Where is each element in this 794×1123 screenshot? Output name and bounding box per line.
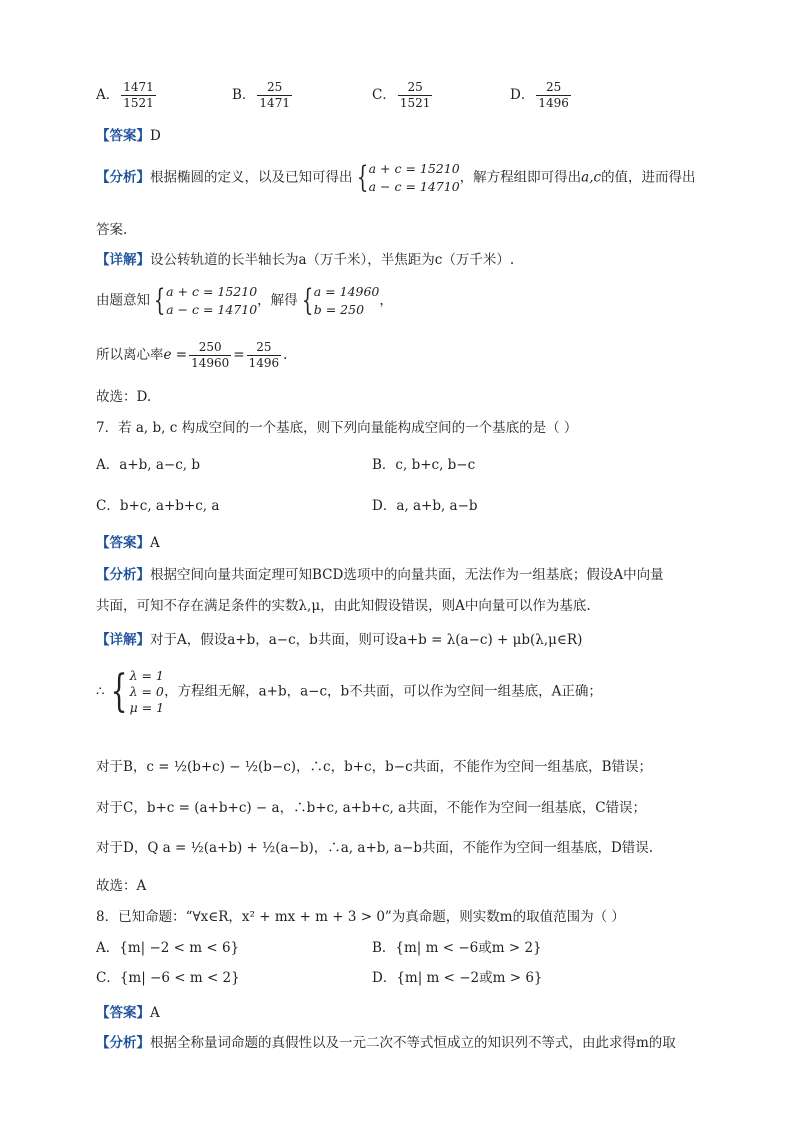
q8-option-a: A．{m| −2 < m < 6} [96, 940, 240, 956]
q6-answer: 【答案】D [96, 128, 161, 144]
q7-answer: 【答案】A [96, 535, 160, 551]
q7-analysis-cont: 共面，可知不存在满足条件的实数λ,μ，由此知假设错误，则A中向量可以作为基底. [96, 598, 591, 614]
q8-stem: 8．已知命题：“∀x∈R，x² + mx + m + 3 > 0”为真命题，则实数m的取值范围为（ ） [96, 909, 625, 925]
fraction: $\frac{25}{1496}$ [538, 80, 569, 110]
q6-option-b: B． $\frac{25}{1471}$ [232, 80, 290, 110]
q6-option-a: A． $\frac{1471}{1521}$ [96, 80, 154, 110]
q8-analysis: 【分析】根据全称量词命题的真假性以及一元二次不等式恒成立的知识列不等式，由此求得m的取 [96, 1035, 676, 1051]
q7-choose: 故选：A [96, 878, 147, 894]
q7-detail: 【详解】对于A，假设a+b，a−c，b共面，则可设a+b = λ(a−c) + μb(λ,μ∈R) [96, 632, 583, 648]
q6-analysis: 【分析】根据椭圆的定义，以及已知可得出 { a + c = 15210 a − c = 14710 ，解方程组即可得出a,c的值，进而得出 [96, 160, 696, 195]
q7-option-b: B．c, b+c, b−c [372, 457, 476, 473]
q7-detail-d: 对于D，Q a = ½(a+b) + ½(a−b)，∴a, a+b, a−b共面，不能作为空间一组基底，D错误. [96, 840, 654, 856]
fraction: $\frac{25}{1471}$ [259, 80, 290, 110]
q6-analysis-cont: 答案. [96, 222, 128, 238]
q6-choose: 故选：D. [96, 389, 152, 405]
q7-detail-c: 对于C，b+c = (a+b+c) − a，∴b+c, a+b+c, a共面，不能作为空间一组基底，C错误； [96, 800, 647, 816]
q7-option-a: A．a+b, a−c, b [96, 457, 200, 473]
q6-eccentricity: 所以离心率e = $\frac{250}{14960}$ = $\frac{25}{1496}$ . [96, 340, 288, 370]
q8-option-d: D．{m| m < −2或m > 6} [372, 970, 543, 986]
q7-stem: 7．若 a, b, c 构成空间的一个基底，则下列向量能构成空间的一个基底的是（ ） [96, 420, 578, 436]
q6-known: 由题意知 { a + c = 15210 a − c = 14710 ，解得 { a = 14960 b = 250 ， [96, 283, 393, 318]
fraction: $\frac{1471}{1521}$ [123, 80, 154, 110]
q7-analysis: 【分析】根据空间向量共面定理可知BCD选项中的向量共面，无法作为一组基底；假设A中向量 [96, 567, 664, 583]
q8-answer: 【答案】A [96, 1005, 160, 1021]
q7-option-c: C．b+c, a+b+c, a [96, 498, 220, 514]
q7-detail-b: 对于B，c = ½(b+c) − ½(b−c)，∴c，b+c，b−c共面，不能作为空间一组基底，B错误； [96, 759, 653, 775]
q6-option-d: D． $\frac{25}{1496}$ [510, 80, 569, 110]
q8-option-b: B．{m| m < −6或m > 2} [372, 940, 542, 956]
q8-option-c: C．{m| −6 < m < 2} [96, 970, 240, 986]
q6-detail: 【详解】设公转轨道的长半轴长为a（万千米），半焦距为c（万千米）. [96, 252, 515, 268]
q7-system-line: ∴ { λ = 1 λ = 0 μ = 1 ，方程组无解，a+b，a−c，b不共面，可以作为空间一组基底，A正确； [96, 666, 602, 717]
fraction: $\frac{25}{1521}$ [399, 80, 431, 110]
q6-option-c: C． $\frac{25}{1521}$ [372, 80, 431, 110]
q7-option-d: D．a, a+b, a−b [372, 498, 478, 514]
